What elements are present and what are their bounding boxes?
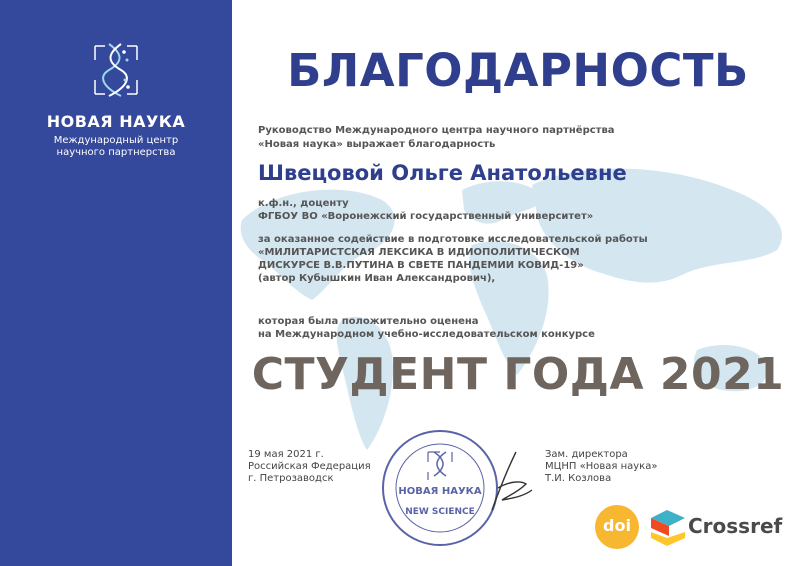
logo-name: НОВАЯ НАУКА (46, 112, 186, 131)
doi-logo-icon (595, 505, 639, 549)
seal-name: НОВАЯ НАУКА (398, 486, 482, 497)
merit-description (258, 233, 738, 285)
crossref-logo-icon (651, 508, 685, 546)
intro-line-2: «Новая наука» выражает благодарность (258, 139, 496, 150)
signer-organization: МЦНП «Новая наука» (545, 461, 658, 472)
evaluation-line-2: на Международном учебно-исследовательском конкурсе (258, 329, 595, 340)
merit-line-2: «МИЛИТАРИСТСКАЯ ЛЕКСИКА В ИДИОПОЛИТИЧЕСКОМ (258, 247, 580, 258)
role-line-2: ФГБОУ ВО «Воронежский государственный университет» (258, 211, 594, 222)
signer-name: Т.И. Козлова (545, 473, 612, 484)
signature-mark (478, 448, 538, 518)
evaluation-text (258, 315, 738, 341)
doi-label: doi (603, 516, 631, 535)
merit-line-1: за оказанное содействие в подготовке исследовательской работы (258, 234, 648, 245)
issue-country: Российская Федерация (248, 461, 371, 472)
seal-subtitle: NEW SCIENCE (405, 507, 475, 517)
issue-date: 19 мая 2021 г. (248, 449, 324, 460)
contest-title: СТУДЕНТ ГОДА 2021 (251, 349, 785, 400)
intro-line-1: Руководство Международного центра научного партнёрства (258, 125, 615, 136)
recipient-name: Швецовой Ольге Анатольевне (258, 161, 627, 185)
signer-title: Зам. директора (545, 449, 628, 460)
intro-text (258, 124, 718, 152)
issue-city: г. Петрозаводск (248, 473, 334, 484)
sidebar-panel (0, 0, 232, 566)
organization-logo (0, 40, 232, 159)
logo-subtitle-line-2: научного партнерства (56, 147, 176, 158)
signer-details (545, 449, 657, 485)
role-line-1: к.ф.н., доценту (258, 198, 349, 209)
dna-logo-icon (91, 40, 141, 100)
merit-line-3: ДИСКУРСЕ В.В.ПУТИНА В СВЕТЕ ПАНДЕМИИ КОВИД-19» (258, 260, 584, 271)
issue-details (248, 449, 371, 485)
crossref-label: Crossref (688, 514, 783, 538)
merit-line-4: (автор Кубышкин Иван Александрович), (258, 273, 496, 284)
recipient-role (258, 197, 738, 223)
certificate-title: БЛАГОДАРНОСТЬ (287, 44, 749, 97)
evaluation-line-1: которая была положительно оценена (258, 316, 479, 327)
logo-subtitle-line-1: Международный центр (53, 135, 179, 146)
